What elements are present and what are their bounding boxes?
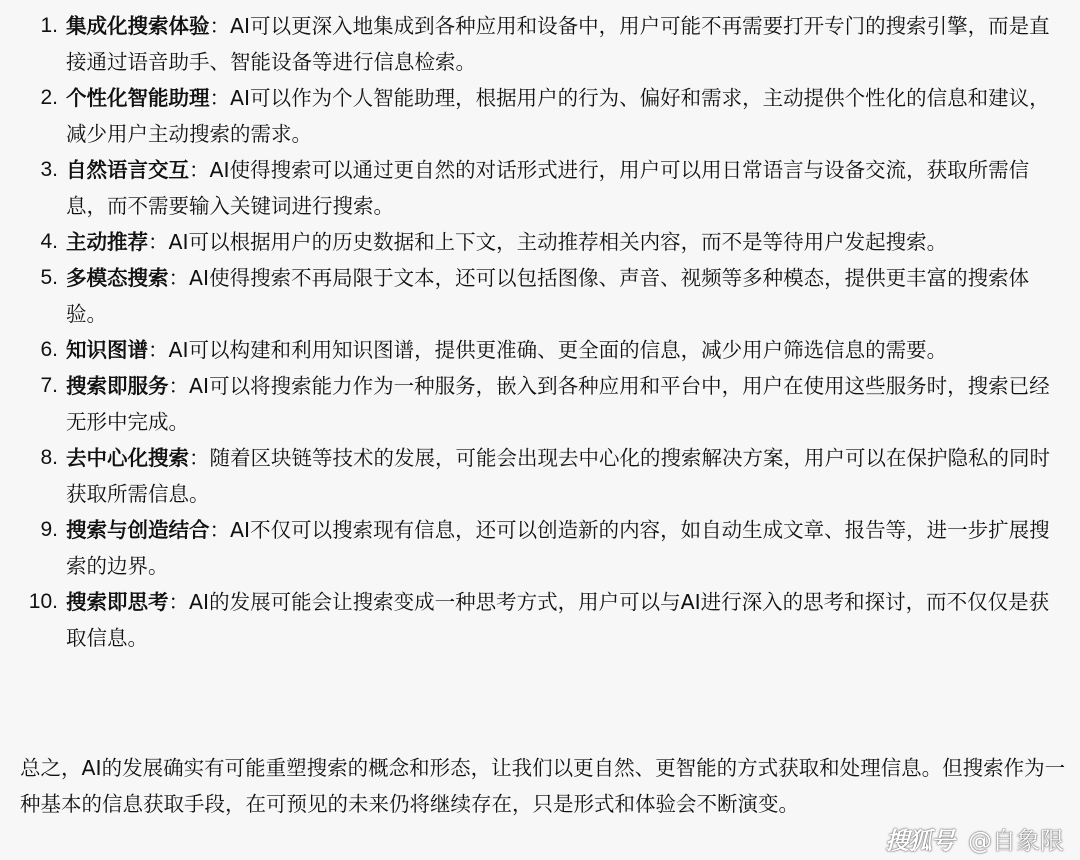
list-item-title: 主动推荐 xyxy=(66,230,148,254)
list-item-number: 9. xyxy=(40,518,58,541)
list-item-title: 搜索即思考 xyxy=(66,590,169,614)
list-item-number: 1. xyxy=(40,14,58,37)
list-item-text: ：随着区块链等技术的发展，可能会出现去中心化的搜索解决方案，用户可以在保护隐私的同时获取所需信息。 xyxy=(66,446,1050,506)
list-item xyxy=(0,332,1080,368)
list-item-title: 搜索与创造结合 xyxy=(66,518,210,542)
watermark xyxy=(885,821,1064,856)
list-item-text: ：AI使得搜索不再局限于文本，还可以包括图像、声音、视频等多种模态，提供更丰富的搜索体验。 xyxy=(66,266,1030,326)
list-item-text: ：AI可以作为个人智能助理，根据用户的行为、偏好和需求，主动提供个性化的信息和建议，减少用户主动搜索的需求。 xyxy=(66,86,1050,146)
list-item xyxy=(0,80,1080,152)
list-item-text: ：AI不仅可以搜索现有信息，还可以创造新的内容，如自动生成文章、报告等，进一步扩展搜索的边界。 xyxy=(66,518,1050,578)
list-item xyxy=(0,260,1080,332)
list-item-text: ：AI的发展可能会让搜索变成一种思考方式，用户可以与AI进行深入的思考和探讨，而不仅仅是获取信息。 xyxy=(66,590,1050,650)
list-item-number: 10. xyxy=(28,590,58,613)
list-item xyxy=(0,152,1080,224)
list-item-number: 7. xyxy=(40,374,58,397)
list-item-text: ：AI可以将搜索能力作为一种服务，嵌入到各种应用和平台中，用户在使用这些服务时，搜索已经无形中完成。 xyxy=(66,374,1050,434)
list-item xyxy=(0,368,1080,440)
list-item xyxy=(0,512,1080,584)
list-item-number: 8. xyxy=(40,446,58,469)
list-item-text: ：AI使得搜索可以通过更自然的对话形式进行，用户可以用日常语言与设备交流，获取所需信息，而不需要输入关键词进行搜索。 xyxy=(66,158,1030,218)
list-item-number: 2. xyxy=(40,86,58,109)
list-item-title: 个性化智能助理 xyxy=(66,86,210,110)
list-item-title: 多模态搜索 xyxy=(66,266,169,290)
list-item xyxy=(0,8,1080,80)
list-item-number: 3. xyxy=(40,158,58,181)
numbered-list xyxy=(0,8,1080,656)
list-item xyxy=(0,440,1080,512)
list-item-title: 去中心化搜索 xyxy=(66,446,189,470)
list-item-number: 6. xyxy=(40,338,58,361)
list-item-text: ：AI可以更深入地集成到各种应用和设备中，用户可能不再需要打开专门的搜索引擎，而是直接通过语音助手、智能设备等进行信息检索。 xyxy=(66,14,1050,74)
list-item xyxy=(0,224,1080,260)
list-item-title: 集成化搜索体验 xyxy=(66,14,210,38)
list-item xyxy=(0,584,1080,656)
list-item-text: ：AI可以根据用户的历史数据和上下文，主动推荐相关内容，而不是等待用户发起搜索。 xyxy=(148,230,948,254)
list-item-title: 知识图谱 xyxy=(66,338,148,362)
watermark-handle: @自象限 xyxy=(968,827,1064,855)
list-item-number: 5. xyxy=(40,266,58,289)
list-item-text: ：AI可以构建和利用知识图谱，提供更准确、更全面的信息，减少用户筛选信息的需要。 xyxy=(148,338,948,362)
list-item-title: 搜索即服务 xyxy=(66,374,169,398)
watermark-logo: 搜狐号 xyxy=(885,827,954,855)
summary-paragraph: 总之，AI的发展确实有可能重塑搜索的概念和形态，让我们以更自然、更智能的方式获取和处理信息。但搜索作为一种基本的信息获取手段，在可预见的未来仍将继续存在，只是形式和体验会不断演变。 xyxy=(20,756,1066,816)
list-item-number: 4. xyxy=(40,230,58,253)
list-item-title: 自然语言交互 xyxy=(66,158,189,182)
